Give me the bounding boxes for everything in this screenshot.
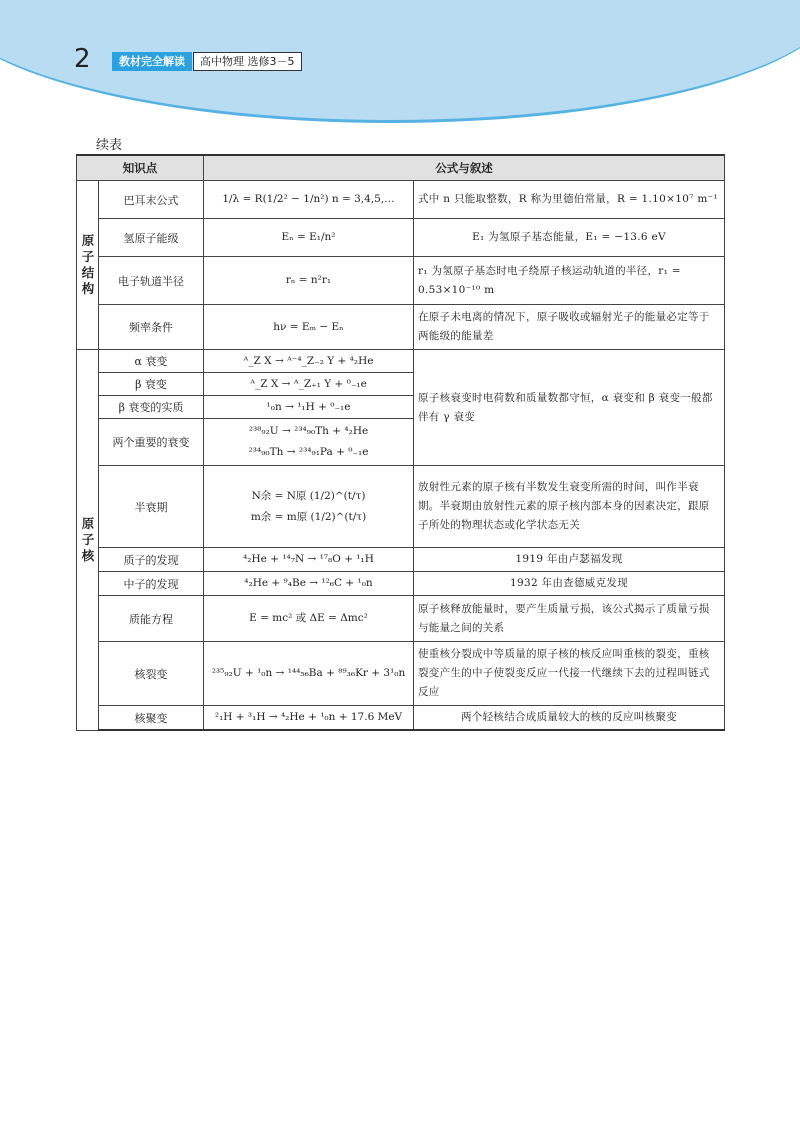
table-row [77, 257, 725, 305]
table-row [77, 706, 725, 731]
row-name: α 衰变 [99, 350, 204, 373]
row-formula: hν = Eₘ − Eₙ [204, 305, 414, 350]
row-description: 放射性元素的原子核有半数发生衰变所需的时间，叫作半衰期。半衰期由放射性元素的原子核内部本身的因素决定，跟原子所处的物理状态或化学状态无关 [414, 466, 725, 548]
row-name: 质子的发现 [99, 548, 204, 572]
row-formula: ⁴₂He + ⁹₄Be → ¹²₆C + ¹₀n [204, 572, 414, 596]
row-name: 质能方程 [99, 596, 204, 642]
row-description: 原子核释放能量时，要产生质量亏损，该公式揭示了质量亏损与能量之间的关系 [414, 596, 725, 642]
table-row [77, 572, 725, 596]
group-label-nucleus: 原子核 [77, 350, 99, 731]
row-formula [204, 466, 414, 548]
row-name: 半衰期 [99, 466, 204, 548]
row-formula: ᴬ_Z X → ᴬ⁻⁴_Z₋₂ Y + ⁴₂He [204, 350, 414, 373]
table-row [77, 350, 725, 373]
series-tag: 教材完全解读 [112, 52, 192, 71]
table-row [77, 596, 725, 642]
row-name: 氢原子能级 [99, 219, 204, 257]
row-description: 1932 年由查德威克发现 [414, 572, 725, 596]
row-description: 使重核分裂成中等质量的原子核的核反应叫重核的裂变，重核裂变产生的中子使裂变反应一代接一代继续下去的过程叫链式反应 [414, 642, 725, 706]
row-name: β 衰变的实质 [99, 396, 204, 419]
formula-line: ²³⁴₉₀Th → ²³⁴₉₁Pa + ⁰₋₁e [248, 446, 369, 458]
row-name: 两个重要的衰变 [99, 419, 204, 466]
book-tag: 高中物理 选修3－5 [193, 52, 302, 71]
continue-label: 续表 [96, 138, 123, 153]
row-name: 电子轨道半径 [99, 257, 204, 305]
formula-line: m余 = m原 (1/2)^(t/τ) [250, 510, 367, 523]
row-formula: E = mc² 或 ΔE = Δmc² [204, 596, 414, 642]
row-description: 式中 n 只能取整数，R 称为里德伯常量，R = 1.10×10⁷ m⁻¹ [414, 181, 725, 219]
column-header-topic: 知识点 [77, 155, 204, 181]
row-description: 在原子未电离的情况下，原子吸收或辐射光子的能量必定等于两能级的能量差 [414, 305, 725, 350]
table-row [77, 181, 725, 219]
formula-line: N余 = N原 (1/2)^(t/τ) [251, 489, 366, 502]
row-formula: ²³⁵₉₂U + ¹₀n → ¹⁴⁴₅₆Ba + ⁸⁹₃₆Kr + 3¹₀n [204, 642, 414, 706]
row-name: 核裂变 [99, 642, 204, 706]
formula-line: ²³⁸₉₂U → ²³⁴₉₀Th + ⁴₂He [248, 425, 369, 437]
row-formula [204, 419, 414, 466]
row-name: 中子的发现 [99, 572, 204, 596]
table-row [77, 305, 725, 350]
group-label-atomic-structure: 原子结构 [77, 181, 99, 350]
table-row [77, 548, 725, 572]
column-header-formula: 公式与叙述 [204, 155, 725, 181]
row-description: r₁ 为氢原子基态时电子绕原子核运动轨道的半径，r₁ = 0.53×10⁻¹⁰ m [414, 257, 725, 305]
page-number: 2 [74, 44, 91, 74]
table-row [77, 642, 725, 706]
row-description: 1919 年由卢瑟福发现 [414, 548, 725, 572]
knowledge-table [76, 154, 725, 731]
row-formula: ⁴₂He + ¹⁴₇N → ¹⁷₈O + ¹₁H [204, 548, 414, 572]
row-name: 核聚变 [99, 706, 204, 731]
table-row [77, 219, 725, 257]
table-row [77, 466, 725, 548]
row-formula: Eₙ = E₁/n² [204, 219, 414, 257]
table-header-row [77, 155, 725, 181]
row-formula: 1/λ = R(1/2² − 1/n²) n = 3,4,5,… [204, 181, 414, 219]
row-name: β 衰变 [99, 373, 204, 396]
row-description: 两个轻核结合成质量较大的核的反应叫核聚变 [414, 706, 725, 731]
row-formula: rₙ = n²r₁ [204, 257, 414, 305]
decay-shared-description: 原子核衰变时电荷数和质量数都守恒，α 衰变和 β 衰变一般都伴有 γ 衰变 [414, 350, 725, 466]
row-description: E₁ 为氢原子基态能量，E₁ = −13.6 eV [414, 219, 725, 257]
row-name: 频率条件 [99, 305, 204, 350]
row-formula: ²₁H + ³₁H → ⁴₂He + ¹₀n + 17.6 MeV [204, 706, 414, 731]
row-name: 巴耳末公式 [99, 181, 204, 219]
row-formula: ᴬ_Z X → ᴬ_Z₊₁ Y + ⁰₋₁e [204, 373, 414, 396]
row-formula: ¹₀n → ¹₁H + ⁰₋₁e [204, 396, 414, 419]
